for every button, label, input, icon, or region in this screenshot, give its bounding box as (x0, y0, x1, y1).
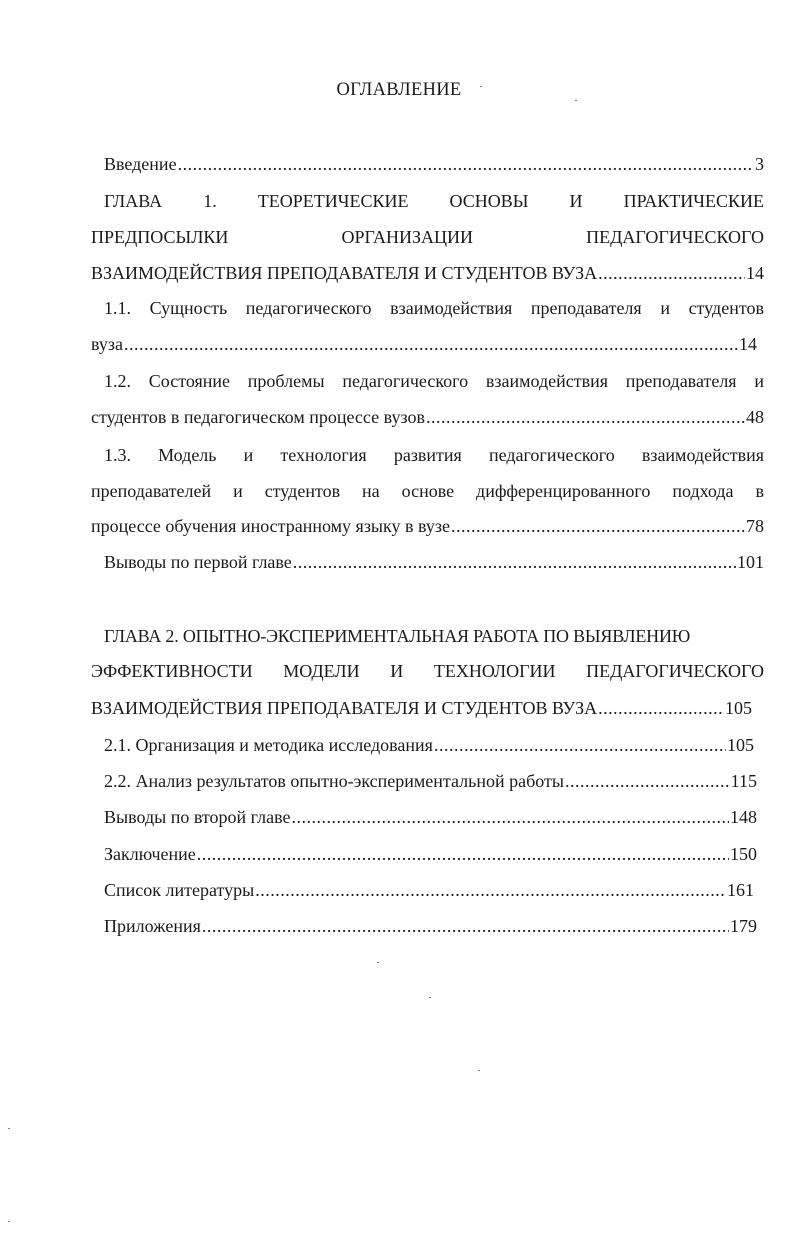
word: подхода (672, 481, 734, 501)
word: преподавателя (625, 371, 737, 391)
toc-entry-label: Введение (104, 154, 177, 174)
toc-page-number: 3 (755, 154, 764, 174)
word: преподавателей (91, 481, 212, 501)
toc-entry-label: процессе обучения иностранному языку в вузе (91, 516, 450, 536)
word: и (754, 371, 764, 391)
toc-entry-concl1 (104, 551, 764, 573)
toc-chapter1-line2 (91, 226, 764, 248)
toc-entry-label: Заключение (104, 844, 196, 864)
scan-speck (8, 1221, 10, 1222)
word: МОДЕЛИ (283, 661, 360, 681)
toc-chapter1-line1 (104, 190, 764, 212)
word: Сущность (149, 298, 228, 318)
dot-leader (178, 153, 754, 175)
word: 1.1. (104, 298, 131, 318)
word: студентов (264, 481, 341, 501)
word: преподавателя (530, 298, 642, 318)
dot-leader (293, 551, 736, 573)
word: ГЛАВА (104, 191, 163, 211)
toc-chapter1-line3 (91, 262, 764, 284)
toc-page-number: 105 (725, 698, 752, 718)
scan-speck (377, 962, 379, 963)
toc-entry-label: вуза (91, 334, 123, 354)
toc-entry-conclusion (104, 843, 757, 865)
word: и (243, 445, 254, 465)
toc-page-number: 150 (730, 844, 757, 864)
toc-page-number: 48 (746, 407, 764, 427)
word: взаимодействия (485, 371, 609, 391)
dot-leader (291, 806, 729, 828)
word: развития (393, 445, 462, 465)
toc-entry-label: студентов в педагогическом процессе вузов (91, 407, 426, 427)
toc-page-number: 14 (746, 263, 764, 283)
word: ЭФФЕКТИВНОСТИ (91, 661, 253, 681)
toc-s1-3-line3 (91, 515, 764, 537)
toc-page-number: 115 (730, 771, 757, 791)
scan-speck (429, 997, 431, 998)
dot-leader (598, 262, 745, 284)
dot-leader (451, 515, 745, 537)
toc-entry-s2-2 (104, 770, 757, 792)
word: педагогического (488, 445, 615, 465)
toc-entry-label: 2.1. Организация и методика исследования (104, 735, 433, 755)
toc-s1-2-line2 (91, 406, 764, 428)
toc-s1-2-line1 (104, 370, 764, 392)
dot-leader (202, 915, 729, 937)
toc-entry-intro (104, 153, 764, 175)
word: студентов (688, 298, 764, 318)
word: основе (401, 481, 455, 501)
scan-speck (478, 1070, 480, 1071)
toc-page-number: 14 (739, 334, 757, 354)
page-title: ОГЛАВЛЕНИЕ (336, 80, 462, 100)
toc-entry-concl2 (104, 806, 757, 828)
word: 1.3. (104, 445, 131, 465)
dot-leader (434, 734, 726, 756)
word: И (569, 191, 583, 211)
word: педагогического (342, 371, 469, 391)
toc-chapter2-line3 (91, 697, 752, 719)
dot-leader (197, 843, 729, 865)
toc-s1-3-line1 (104, 444, 764, 466)
word: и (233, 481, 243, 501)
scan-speck (575, 100, 577, 101)
toc-entry-label: Выводы по первой главе (104, 552, 292, 572)
toc-entry-label: 2.2. Анализ результатов опытно-экспериментальной работы (104, 771, 564, 791)
toc-page-number: 148 (730, 807, 757, 827)
word: ОРГАНИЗАЦИИ (341, 227, 474, 247)
word: на (362, 481, 380, 501)
toc-entry-label: Список литературы (104, 880, 255, 900)
word: ОСНОВЫ (449, 191, 529, 211)
word: дифференцированного (476, 481, 651, 501)
toc-chapter2-line1: ГЛАВА 2. ОПЫТНО-ЭКСПЕРИМЕНТАЛЬНАЯ РАБОТА ПО ВЫЯВЛЕНИЮ (104, 626, 691, 646)
word: и (660, 298, 670, 318)
toc-entry-appendix (104, 915, 757, 937)
word: ТЕХНОЛОГИИ (433, 661, 556, 681)
dot-leader (426, 406, 745, 428)
dot-leader (598, 697, 724, 719)
dot-leader (124, 333, 738, 355)
word: 1.2. (104, 371, 131, 391)
word: проблемы (247, 371, 325, 391)
scan-speck (8, 1128, 10, 1129)
toc-chapter2-line2 (91, 660, 764, 682)
word: Модель (158, 445, 217, 465)
word: ПЕДАГОГИЧЕСКОГО (586, 227, 764, 247)
dot-leader (255, 879, 726, 901)
word: 1. (203, 191, 217, 211)
toc-page-number: 78 (746, 516, 764, 536)
word: И (390, 661, 404, 681)
word: ПРАКТИЧЕСКИЕ (623, 191, 764, 211)
toc-page-number: 179 (730, 916, 757, 936)
word: Состояние (148, 371, 231, 391)
toc-page-number: 101 (737, 552, 764, 572)
toc-page-number: 161 (727, 880, 754, 900)
word: педагогического (245, 298, 372, 318)
word: взаимодействия (390, 298, 513, 318)
word: ПЕДАГОГИЧЕСКОГО (586, 661, 764, 681)
dot-leader (565, 770, 730, 792)
word: взаимодействия (641, 445, 764, 465)
toc-entry-s2-1 (104, 734, 754, 756)
toc-entry-label: Приложения (104, 916, 201, 936)
toc-page-number: 105 (727, 735, 754, 755)
toc-entry-label: ВЗАИМОДЕЙСТВИЯ ПРЕПОДАВАТЕЛЯ И СТУДЕНТОВ ВУЗА (91, 263, 598, 283)
word: ПРЕДПОСЫЛКИ (91, 227, 229, 247)
word: ТЕОРЕТИЧЕСКИЕ (257, 191, 409, 211)
toc-entry-label: ВЗАИМОДЕЙСТВИЯ ПРЕПОДАВАТЕЛЯ И СТУДЕНТОВ ВУЗА (91, 698, 598, 718)
toc-entry-refs (104, 879, 754, 901)
toc-s1-1-line1 (104, 297, 764, 319)
toc-entry-label: Выводы по второй главе (104, 807, 291, 827)
toc-s1-1-line2 (91, 333, 757, 355)
word: в (755, 481, 764, 501)
word: технология (280, 445, 367, 465)
scan-speck (480, 86, 482, 87)
toc-s1-3-line2 (91, 480, 764, 502)
